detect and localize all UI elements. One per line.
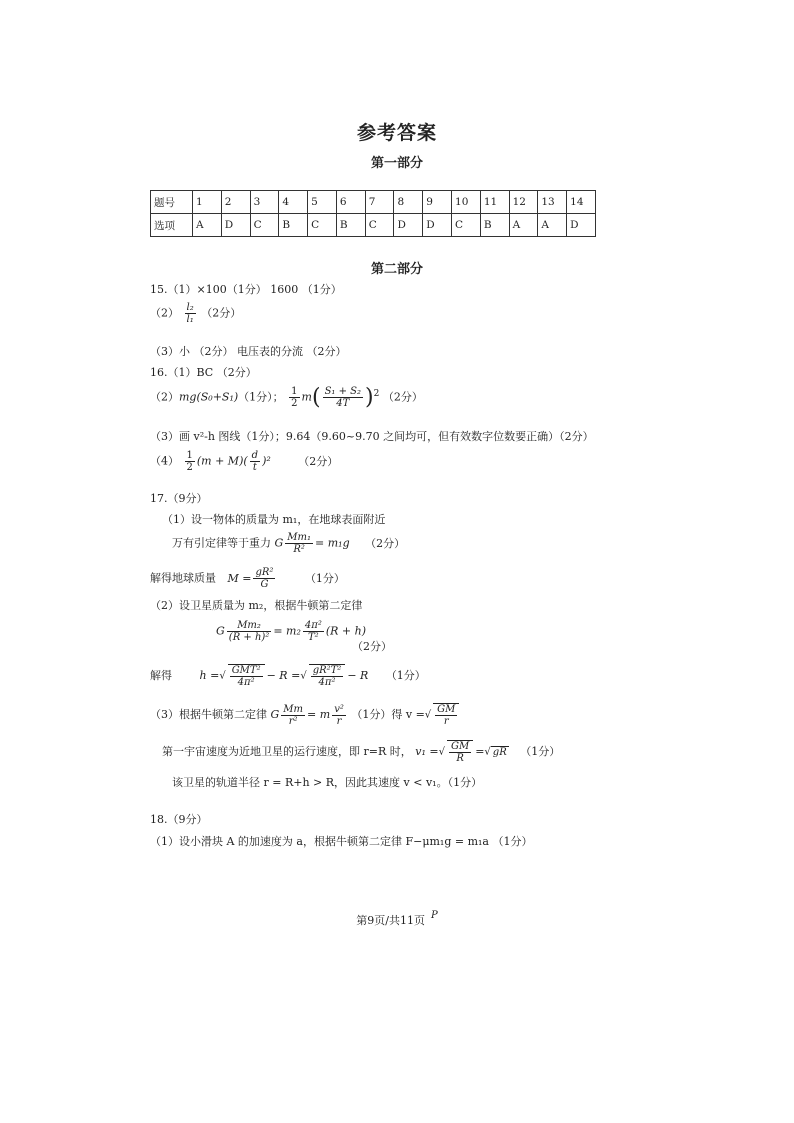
paren: ( — [311, 385, 321, 410]
formula: = — [475, 745, 485, 758]
formula: m — [301, 390, 312, 404]
denominator: 4π² — [237, 677, 255, 688]
q16-line3: （3）画 v²-h 图线（1分）；9.64（9.60~9.70 之间均可，但有效数字位数要正确）（2分） — [150, 430, 594, 443]
table-row — [151, 191, 596, 214]
q17-line3 — [150, 567, 345, 590]
score: （2分） — [365, 536, 406, 550]
page-title: 参考答案 — [356, 122, 437, 144]
denominator: r — [443, 716, 449, 727]
numerator: d — [251, 450, 259, 461]
table-cell: 5 — [308, 191, 337, 214]
q17-line4: （2）设卫星质量为 m₂，根据牛顿第二定律 — [150, 599, 363, 612]
table-cell: 3 — [250, 191, 279, 214]
q17-head: 17.（9分） — [150, 492, 208, 505]
denominator: 2 — [186, 462, 193, 473]
table-cell: D — [423, 214, 452, 237]
fraction — [228, 664, 265, 688]
fraction — [447, 740, 473, 764]
q18-head: 18.（9分） — [150, 813, 208, 826]
fraction — [323, 386, 363, 409]
table-cell: 2 — [221, 191, 250, 214]
q16-line1: 16.（1）BC （2分） — [150, 366, 257, 379]
formula: mg(S₀+S₁) — [179, 390, 239, 404]
formula: − R — [347, 669, 369, 682]
section-heading-part2: 第二部分 — [370, 262, 423, 277]
score: （1分）； — [238, 390, 284, 404]
radicand: gR — [492, 747, 507, 758]
table-cell: C — [452, 214, 481, 237]
table-cell: C — [250, 214, 279, 237]
answer-table — [150, 190, 596, 237]
table-cell: B — [336, 214, 365, 237]
text: 万有引定律等于重力 — [172, 536, 271, 550]
q17-line1: （1）设一物体的质量为 m₁，在地球表面附近 — [162, 513, 386, 526]
numerator: Mm₁ — [287, 532, 312, 543]
radical: √ $\frac{GM}{r}$ — [425, 703, 462, 727]
formula: G — [270, 708, 280, 721]
q18-line1: （1）设小滑块 A 的加速度为 a，根据牛顿第二定律 F−μm₁g = m₁a （1分） — [150, 835, 533, 848]
numerator: S₁ + S₂ — [324, 386, 362, 397]
text: （3）根据牛顿第二定律 — [150, 708, 267, 721]
formula: G — [216, 624, 225, 638]
fraction — [281, 704, 305, 727]
fraction — [250, 450, 260, 473]
fraction — [289, 386, 299, 409]
text: （1分）得 v = — [351, 708, 425, 721]
q16-line4 — [150, 450, 338, 473]
formula: (R + h) — [325, 624, 367, 638]
table-cell: 选项 — [151, 214, 193, 237]
formula: h = — [199, 669, 220, 682]
table-cell: B — [279, 214, 308, 237]
formula: M = — [227, 571, 252, 585]
denominator: T² — [308, 632, 319, 643]
table-cell: B — [480, 214, 509, 237]
table-cell: C — [308, 214, 337, 237]
q17-line5 — [216, 620, 366, 643]
table-cell: 10 — [452, 191, 481, 214]
table-cell: 1 — [193, 191, 222, 214]
numerator: Mm — [283, 703, 304, 715]
numerator: 1 — [186, 450, 193, 461]
numerator: GMT² — [231, 665, 261, 676]
fraction — [303, 620, 324, 643]
page-footer — [0, 912, 794, 928]
score: （1分） — [304, 571, 345, 585]
q17-line5-score: （2分） — [352, 640, 392, 653]
text: （4） — [150, 454, 179, 468]
exponent: 2 — [373, 388, 380, 399]
fraction — [285, 532, 313, 555]
table-cell: 14 — [567, 191, 596, 214]
table-cell: 12 — [509, 191, 538, 214]
table-cell: A — [193, 214, 222, 237]
section-heading-part1: 第一部分 — [370, 156, 423, 171]
table-cell: 13 — [538, 191, 567, 214]
denominator: r² — [288, 715, 298, 727]
denominator: 4π² — [318, 677, 336, 688]
numerator: GM — [450, 741, 470, 752]
score: （1分） — [520, 745, 561, 758]
numerator: l₂ — [186, 302, 194, 313]
denominator: R — [456, 753, 464, 764]
numerator: GM — [437, 704, 456, 715]
denominator: 4T — [336, 398, 350, 409]
formula: − R = — [266, 669, 301, 682]
table-cell: A — [509, 214, 538, 237]
score: （1分） — [385, 669, 426, 682]
q17-line7 — [150, 703, 461, 727]
formula: = m₂ — [273, 624, 301, 638]
table-cell: D — [394, 214, 423, 237]
formula: = m₁g — [315, 536, 350, 550]
radical: √ $\frac{\text{gR²T²}}{\text{4π²}}$ — [300, 664, 347, 688]
numerator: 4π² — [304, 620, 322, 631]
radical: √ $\frac{\text{GMT²}}{\text{4π²}}$ — [219, 664, 266, 688]
fraction — [185, 450, 195, 473]
text: （2） — [150, 306, 179, 320]
table-row — [151, 214, 596, 237]
table-cell: 6 — [336, 191, 365, 214]
table-cell: C — [365, 214, 394, 237]
paren: ) — [365, 385, 374, 410]
q15-line3: （3）小 （2分） 电压表的分流 （2分） — [150, 345, 347, 358]
formula: )² — [262, 454, 271, 468]
formula: (m + M)( — [196, 454, 248, 468]
table-cell: 7 — [365, 191, 394, 214]
q16-line2 — [150, 385, 423, 410]
formula: v₁ = — [415, 745, 439, 758]
table-cell: D — [567, 214, 596, 237]
table-cell: A — [538, 214, 567, 237]
fraction — [332, 704, 346, 727]
page-number: 第9页/共11页 — [356, 914, 425, 927]
fraction — [309, 664, 346, 688]
fraction — [433, 703, 459, 727]
numerator: v² — [334, 703, 344, 715]
radical: √ gR — [484, 746, 507, 758]
table-cell: 9 — [423, 191, 452, 214]
formula: G — [274, 536, 284, 550]
score: （2分） — [201, 306, 242, 320]
numerator: gR²T² — [312, 665, 342, 676]
table-cell: 8 — [394, 191, 423, 214]
text: 第一宇宙速度为近地卫星的运行速度，即 r=R 时， — [162, 745, 412, 758]
denominator: (R + h)² — [228, 632, 270, 643]
denominator: l₁ — [186, 314, 194, 325]
table-cell: 11 — [480, 191, 509, 214]
numerator: 1 — [291, 386, 298, 397]
numerator: gR² — [255, 567, 274, 578]
table-cell: 4 — [279, 191, 308, 214]
q17-line9: 该卫星的轨道半径 r = R+h > R，因此其速度 v < v₁。（1分） — [172, 776, 483, 789]
footer-mark: P — [430, 910, 438, 921]
denominator: 2 — [291, 398, 298, 409]
fraction — [185, 302, 196, 325]
q15-line1: 15.（1）×100（1分） 1600 （1分） — [150, 283, 342, 296]
score: （2分） — [298, 454, 339, 468]
denominator: r — [336, 715, 342, 727]
denominator: R² — [293, 544, 305, 555]
denominator: G — [260, 579, 269, 590]
q17-line8 — [162, 740, 560, 764]
fraction — [227, 620, 272, 643]
q15-line2 — [150, 302, 241, 325]
table-cell: 题号 — [151, 191, 193, 214]
table-cell: D — [221, 214, 250, 237]
q17-line2 — [172, 532, 405, 555]
text: 解得 — [150, 669, 172, 682]
score: （2分） — [382, 390, 423, 404]
radical: √ $\frac{GM}{R}$ — [439, 740, 476, 764]
formula: = m — [307, 708, 331, 721]
numerator: Mm₂ — [227, 620, 272, 632]
fraction — [253, 567, 275, 590]
text: （2） — [150, 390, 179, 404]
denominator: t — [252, 462, 257, 473]
q17-line6 — [150, 664, 426, 688]
text: 解得地球质量 — [150, 571, 216, 585]
